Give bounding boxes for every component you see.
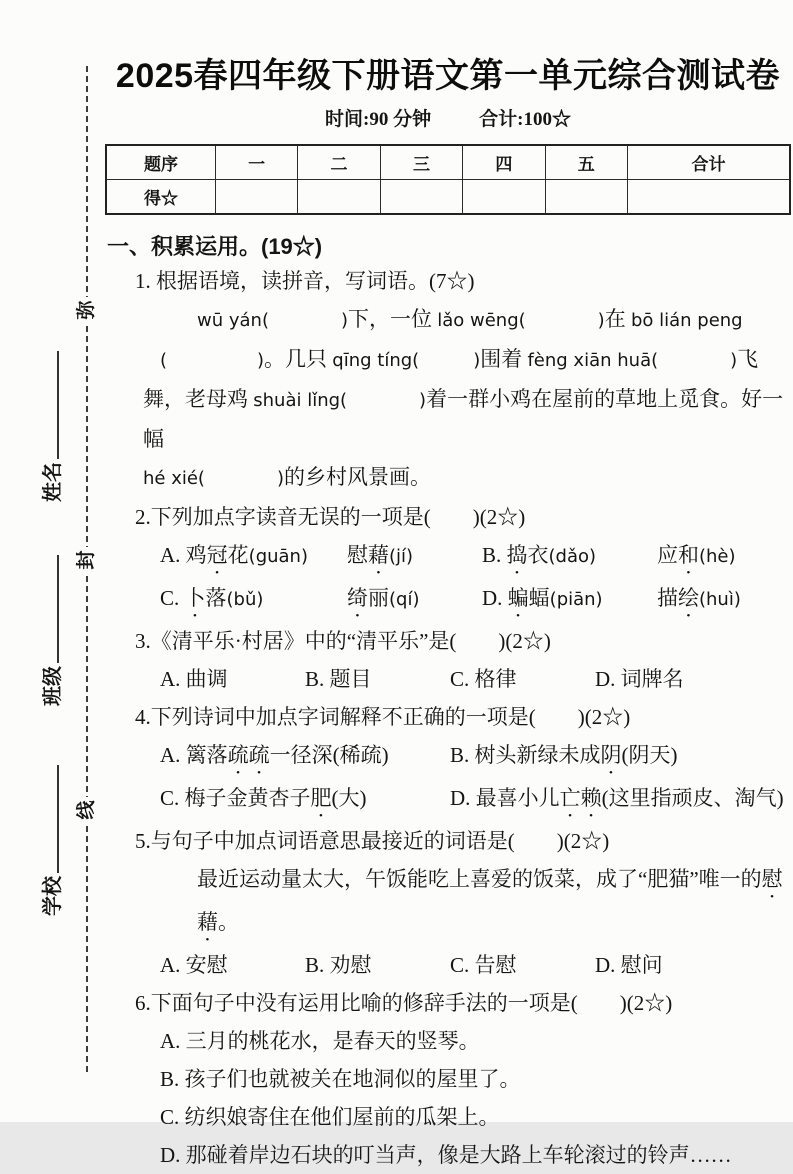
- plain-text: 下，一位: [348, 307, 438, 332]
- paper-content: [105, 0, 791, 1174]
- score-row-label: 得☆: [106, 180, 215, 215]
- plain-text: B.: [482, 543, 507, 568]
- q2-option-c2: [347, 579, 482, 622]
- q5-options-row: [160, 946, 791, 984]
- score-header-3: 三: [380, 145, 462, 180]
- plain-text: 花: [227, 543, 249, 568]
- class-field: [39, 546, 67, 706]
- q6-option-d: D. 那碰着岸边石块的叮当声，像是大路上车轮滚过的铃声……: [160, 1143, 732, 1168]
- student-name-fill-line: [52, 351, 59, 459]
- q5-option-a: A. 安慰: [160, 953, 228, 978]
- pinyin-text: hé xié( ): [143, 468, 284, 490]
- emphasized-text: 藉: [368, 543, 389, 568]
- q1-pinyin-line-3: [143, 380, 791, 458]
- q1-pinyin-line-2: [160, 340, 791, 380]
- plain-text: B. 树头新绿未成: [450, 743, 601, 768]
- q3-option-d: D. 词牌名: [595, 667, 684, 692]
- score-cell: [215, 180, 297, 215]
- q3-option-c: C. 格律: [450, 667, 517, 692]
- emphasized-text: 亡赖: [559, 786, 602, 811]
- score-table-score-row: [106, 180, 790, 215]
- time-limit-label: 时间:90 分钟: [325, 109, 432, 131]
- q2-options-row-1: [160, 536, 791, 579]
- q5-option-d: D. 慰问: [595, 953, 663, 978]
- plain-text: 最近运动量太大，午饭能吃上喜爱的饭菜，成了“肥猫”唯一的: [197, 867, 762, 892]
- score-header-tixu: 题序: [106, 145, 215, 180]
- plain-text: 。几只: [264, 347, 333, 372]
- score-cell: [627, 180, 790, 215]
- pinyin-text: shuài lǐng( ): [253, 390, 427, 412]
- paper-title: 2025春四年级下册语文第一单元综合测试卷: [115, 57, 781, 95]
- q2-options-row-2: [160, 579, 791, 622]
- emphasized-text: 卜: [184, 586, 206, 611]
- seal-char-mi: 弥: [74, 297, 100, 323]
- q3-options-row: [160, 660, 791, 698]
- pinyin-text: (piān): [549, 589, 603, 611]
- plain-text: A. 鸡: [160, 543, 207, 568]
- q4-option-a: [160, 736, 450, 779]
- plain-text: 的乡村风景画。: [283, 465, 431, 490]
- plain-text: 蝠: [528, 586, 550, 611]
- q2-option-d2: [657, 579, 791, 622]
- question-4-text: 4.下列诗词中加点字词解释不正确的一项是( )(2☆): [135, 705, 631, 730]
- score-header-2: 二: [298, 145, 380, 180]
- plain-text: (大): [331, 786, 367, 811]
- score-cell: [380, 180, 462, 215]
- score-header-total: 合计: [627, 145, 790, 180]
- plain-text: D.: [482, 586, 508, 611]
- emphasized-text: 冠: [206, 543, 228, 568]
- q4-option-c: [160, 779, 450, 822]
- plain-text: A. 篱落: [160, 743, 228, 768]
- plain-text: 丽: [368, 586, 389, 611]
- pinyin-text: lǎo wēng( ): [437, 310, 605, 332]
- class-label: 班级: [42, 666, 64, 706]
- q6-option-c: C. 纺织娘寄住在他们屋前的瓜架上。: [160, 1105, 500, 1130]
- score-cell: [463, 180, 545, 215]
- emphasized-text: 捣: [506, 543, 528, 568]
- student-name-label: 姓名: [42, 462, 64, 502]
- emphasized-text: 慰藉: [197, 867, 783, 935]
- pinyin-text: fèng xiān huā( ): [527, 350, 738, 372]
- emphasized-text: 和: [678, 543, 699, 568]
- plain-text: 着一群小鸡在屋前的草地上觅食。好一幅: [143, 387, 784, 452]
- pinyin-text: (dǎo): [548, 546, 597, 568]
- q2-option-b2: [657, 536, 791, 579]
- plain-text: 衣: [527, 543, 549, 568]
- question-2-text: 2.下列加点字读音无误的一项是( )(2☆): [135, 505, 526, 530]
- plain-text: 。: [218, 910, 239, 935]
- emphasized-text: 蝙: [507, 586, 529, 611]
- plain-text: 慰: [347, 543, 368, 568]
- pinyin-text: wū yán( ): [197, 310, 348, 332]
- q5-option-b: B. 劝慰: [305, 953, 372, 978]
- section-1-heading: 一、积累运用。(19☆): [107, 234, 323, 260]
- pinyin-text: (guān): [248, 546, 308, 568]
- plain-text: D. 最喜小儿: [450, 786, 560, 811]
- school-fill-line: [52, 765, 59, 873]
- emphasized-text: 疏疏: [227, 743, 270, 768]
- student-name-field: [39, 332, 67, 502]
- score-header-1: 一: [215, 145, 297, 180]
- school-field: [39, 756, 67, 916]
- score-table: [105, 144, 791, 215]
- q4-option-b: [450, 736, 791, 779]
- plain-text: 围着: [480, 347, 528, 372]
- pinyin-text: (huì): [699, 589, 741, 611]
- plain-text: (这里指顽皮、淘气): [601, 786, 784, 811]
- school-label: 学校: [42, 876, 64, 916]
- score-cell: [298, 180, 380, 215]
- pinyin-text: bō lián peng: [630, 310, 743, 332]
- q2-option-a: [160, 536, 347, 579]
- plain-text: C. 梅子金黄杏子: [160, 786, 311, 811]
- seal-char-xian: 线: [74, 797, 100, 823]
- plain-text: 应: [657, 543, 678, 568]
- emphasized-text: 绮: [347, 586, 368, 611]
- question-3-text: 3.《清平乐·村居》中的“清平乐”是( )(2☆): [135, 629, 551, 654]
- question-1-text: 1. 根据语境，读拼音，写词语。(7☆): [135, 269, 475, 294]
- paper-meta: [105, 104, 791, 131]
- pinyin-text: (qí): [389, 589, 420, 611]
- q4-options-row-2: [160, 779, 791, 822]
- emphasized-text: 肥: [310, 786, 332, 811]
- q2-option-c: [160, 579, 347, 622]
- score-table-header-row: [106, 145, 790, 180]
- q1-pinyin-line-4: [143, 458, 791, 498]
- seal-char-feng: 封: [74, 547, 100, 573]
- total-score-label: 合计:100☆: [479, 109, 571, 131]
- q6-option-b: B. 孩子们也就被关在地洞似的屋里了。: [160, 1067, 521, 1092]
- q4-options-row-1: [160, 736, 791, 779]
- q5-example-sentence: [197, 860, 791, 946]
- q4-option-d: [450, 779, 791, 822]
- score-header-4: 四: [463, 145, 545, 180]
- plain-text: 一径深(稀疏): [269, 743, 389, 768]
- q1-pinyin-line-1: [197, 300, 791, 340]
- pinyin-text: ( ): [160, 350, 265, 372]
- plain-text: 舞，老母鸡: [143, 387, 254, 412]
- q2-option-a2: [347, 536, 482, 579]
- plain-text: C.: [160, 586, 185, 611]
- pinyin-text: (jí): [389, 546, 414, 568]
- plain-text: 飞: [737, 347, 759, 372]
- pinyin-text: (bǔ): [226, 589, 264, 611]
- q2-option-d: [482, 579, 657, 622]
- class-fill-line: [52, 555, 59, 663]
- q2-option-b: [482, 536, 657, 579]
- pinyin-text: qīng tíng( ): [332, 350, 481, 372]
- q6-option-a: A. 三月的桃花水，是春天的竖琴。: [160, 1029, 480, 1054]
- emphasized-text: 绘: [678, 586, 699, 611]
- score-header-5: 五: [545, 145, 627, 180]
- q5-option-c: C. 告慰: [450, 953, 517, 978]
- score-cell: [545, 180, 627, 215]
- plain-text: 在: [604, 307, 631, 332]
- pinyin-text: (hè): [699, 546, 736, 568]
- plain-text: 描: [657, 586, 678, 611]
- plain-text: (阴天): [621, 743, 678, 768]
- emphasized-text: 阴: [600, 743, 622, 768]
- plain-text: 落: [205, 586, 227, 611]
- q3-option-a: A. 曲调: [160, 667, 228, 692]
- question-5-text: 5.与句子中加点词语意思最接近的词语是( )(2☆): [135, 829, 610, 854]
- question-6-text: 6.下面句子中没有运用比喻的修辞手法的一项是( )(2☆): [135, 991, 673, 1016]
- q3-option-b: B. 题目: [305, 667, 372, 692]
